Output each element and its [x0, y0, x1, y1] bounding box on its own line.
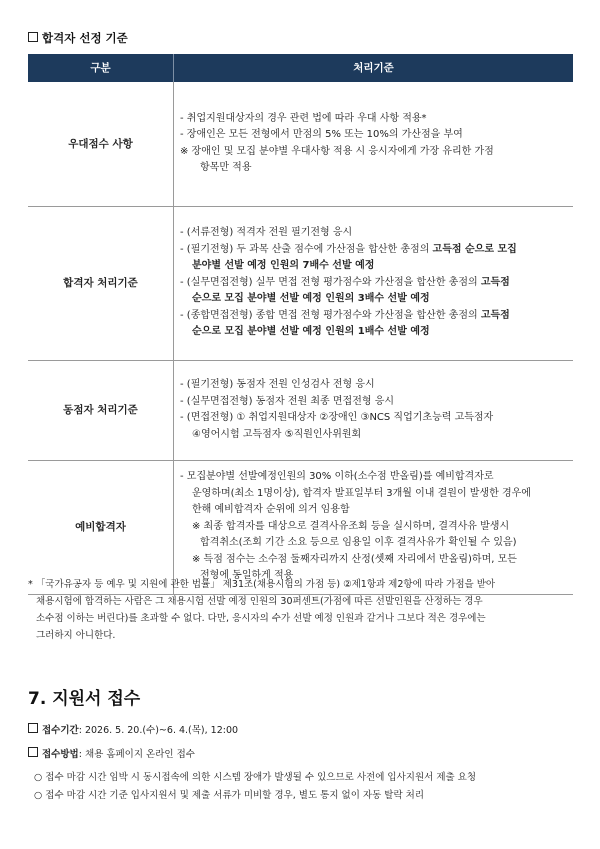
section-7-title: 7. 지원서 접수	[28, 689, 141, 709]
criteria-line: 합격취소(조회 기간 소요 등으로 임용일 이후 결격사유가 확인될 수 있음)	[200, 537, 517, 549]
criteria-line: - 장애인은 모든 전형에서 만점의 5% 또는 10%의 가산점을 부여	[180, 129, 463, 141]
row-category: 예비합격자	[28, 460, 174, 594]
criteria-line: 운영하며(최소 1명이상), 합격자 발표일부터 3개월 이내 결원이 발생한 경우에	[192, 487, 531, 499]
criteria-line: 순으로 모집 분야별 선발 예정 인원의 1배수 선발 예정	[192, 326, 430, 338]
table-header-row	[28, 54, 573, 82]
criteria-table	[28, 54, 573, 595]
checkbox-square-icon	[28, 32, 38, 42]
footnote	[28, 576, 576, 644]
criteria-line: - (실무면접전형) 동점자 전원 최종 면접전형 응시	[180, 395, 395, 407]
criteria-line: 순으로 모집 분야별 선발 예정 인원의 3배수 선발 예정	[192, 293, 430, 305]
table-row	[28, 206, 573, 360]
checkbox-square-icon	[28, 723, 38, 733]
criteria-line: - (필기전형) 동점자 전원 인성검사 전형 응시	[180, 379, 375, 390]
footnote-line: 그러하지 아니한다.	[36, 630, 116, 641]
table-row	[28, 360, 573, 460]
table-row	[28, 460, 573, 594]
criteria-line: - (면접전형) ① 취업지원대상자 ②장애인 ③NCS 직업기초능력 고득점자	[180, 412, 494, 423]
row-criteria	[174, 460, 574, 594]
row-category: 우대점수 사항	[28, 82, 174, 206]
row-criteria	[174, 360, 574, 460]
criteria-line: 분야별 선발 예정 인원의 7배수 선발 예정	[192, 260, 375, 272]
criteria-line: - (필기전형) 두 과목 산출 점수에 가산점을 합산한 총점의 고득점 순으로 모집	[180, 243, 517, 255]
criteria-line: - (실무면접전형) 실무 면접 전형 평가점수와 가산점을 합산한 총점의 고득점	[180, 276, 510, 288]
row-category: 동점자 처리기준	[28, 360, 174, 460]
criteria-line: - (종합면접전형) 종합 면접 전형 평가점수와 가산점을 합산한 총점의 고득점	[180, 309, 510, 321]
footnote-line: 소수점 이하는 버린다)를 초과할 수 없다. 다만, 응시자의 수가 선발 예정 인원과 같거나 그보다 적은 경우에는	[36, 613, 486, 624]
application-note: ○ 접수 마감 시간 임박 시 동시접속에 의한 시스템 장애가 발생될 수 있으므로 사전에 입사지원서 제출 요청	[34, 772, 477, 783]
criteria-line: - 모집분야별 선발예정인원의 30% 이하(소수점 반올림)를 예비합격자로	[180, 471, 494, 483]
criteria-line: 한해 예비합격자 순위에 의거 임용함	[192, 504, 350, 516]
criteria-line: - (서류전형) 적격자 전원 필기전형 응시	[180, 227, 353, 239]
application-period: 접수기간: 2026. 5. 20.(수)~6. 4.(목), 12:00	[28, 722, 238, 736]
header-category: 구분	[28, 54, 174, 82]
header-criteria: 처리기준	[174, 54, 574, 82]
row-criteria	[174, 82, 574, 206]
selection-criteria-heading: 합격자 선정 기준	[28, 30, 128, 46]
criteria-line: ※ 최종 합격자를 대상으로 결격사유조회 등을 실시하며, 결격사유 발생시	[192, 520, 510, 532]
application-method: 접수방법: 채용 홈페이지 온라인 접수	[28, 746, 195, 760]
criteria-line: ※ 장애인 및 모집 분야별 우대사항 적용 시 응시자에게 가장 유리한 가점	[180, 145, 494, 157]
criteria-line: 항목만 적용	[200, 162, 252, 174]
application-note: ○ 접수 마감 시간 기준 입사지원서 및 제출 서류가 미비할 경우, 별도 통지 없이 자동 탈락 처리	[34, 790, 424, 801]
criteria-line: - 취업지원대상자의 경우 관련 법에 따라 우대 사항 적용*	[180, 112, 427, 124]
criteria-line: ※ 득점 점수는 소수점 둘째자리까지 산정(셋째 자리에서 반올림)하며, 모든	[192, 553, 517, 565]
footnote-line: * 「국가유공자 등 예우 및 지원에 관한 법률」 제31조(채용시험의 가점 등) ②제1항과 제2항에 따라 가점을 받아	[28, 579, 496, 590]
row-criteria	[174, 206, 574, 360]
footnote-line: 채용시험에 합격하는 사람은 그 채용시험 선발 예정 인원의 30퍼센트(가점에 따른 선발인원을 산정하는 경우	[36, 596, 483, 607]
row-category: 합격자 처리기준	[28, 206, 174, 360]
table-row	[28, 82, 573, 206]
criteria-line: 전형에 동일하게 적용	[200, 570, 294, 582]
checkbox-square-icon	[28, 747, 38, 757]
criteria-line: ④영어시험 고득점자 ⑤직원인사위원회	[192, 428, 362, 440]
